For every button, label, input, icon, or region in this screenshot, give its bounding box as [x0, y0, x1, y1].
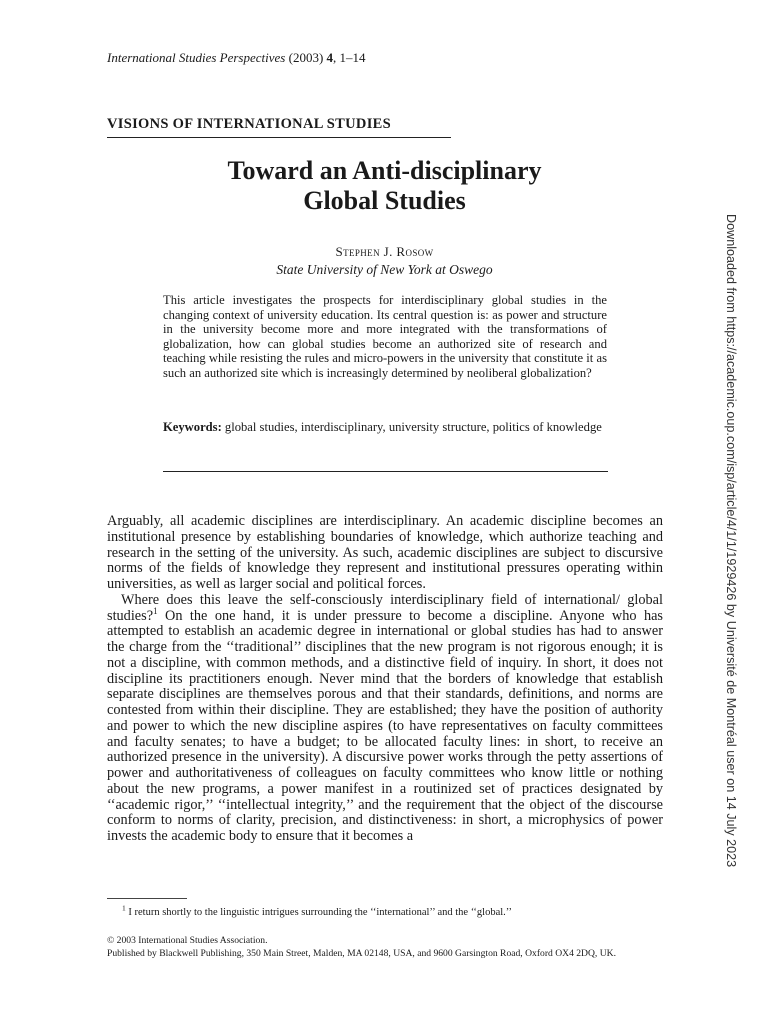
- copyright-notice: [107, 935, 616, 960]
- keywords: [163, 420, 607, 435]
- paragraph-1: Arguably, all academic disciplines are interdisciplinary. An academic discipline becomes an institutional presence by establishing boundaries of knowledge, which authorize teaching and research in the setting of the university. As such, academic disciplines are subject to discursive norms of the fields of knowledge they represent and institutional pressures operating within universities, as well as larger social and political forces.: [107, 513, 663, 592]
- download-notice[interactable]: Downloaded from https://academic.oup.com/isp/article/4/1/1/1929426 by Université de Montréal user on 14 July 2023: [724, 214, 738, 868]
- journal-citation: [107, 50, 366, 66]
- paragraph-2-rest: On the one hand, it is under pressure to become a discipline. Anyone who has attempted to establish an academic degree in international or global studies has had to answer the charge from the ‘‘traditional’’ disciplines that the new program is not rigorous enough; it is not a discipline, with common methods, and a distinctive field of inquiry. In short, it does not discipline its practitioners enough. Never mind that the borders of knowledge that establish separate disciplines are themselves porous and that their standards, definitions, and norms are contested from within their discipline. They are established; they have the position of authority and power to which the new discipline aspires (to have representatives on faculty committees and faculty senates; to have a budget; to be allocated faculty lines: in short, to receive an authorized presence in the university). A discursive power works through the petty assertions of power and authoritativeness of colleagues on faculty committees who know little or nothing about the new programs, a power manifest in a routinized set of practices designated by ‘‘academic rigor,’’ ‘‘intellectual integrity,’’ and the requirement that the object of the discourse conform to norms of clarity, precision, and distinctiveness: in short, a microphysics of power invests the academic body to ensure that it becomes a: [107, 607, 663, 844]
- keywords-label: Keywords:: [163, 420, 222, 434]
- journal-volume: 4: [326, 50, 334, 65]
- journal-name: International Studies Perspectives: [107, 50, 286, 65]
- paragraph-2: [107, 593, 663, 845]
- footnote-divider: [107, 898, 187, 899]
- article-title: [107, 156, 662, 216]
- publisher-line: Published by Blackwell Publishing, 350 Main Street, Malden, MA 02148, USA, and 9600 Garsington Road, Oxford OX4 2DQ, UK.: [107, 947, 616, 959]
- journal-year: (2003): [288, 50, 324, 65]
- footnote-marker: 1: [122, 903, 126, 913]
- section-divider: [107, 137, 451, 138]
- title-line-1: Toward an Anti-disciplinary: [227, 156, 542, 185]
- footnote-text: I return shortly to the linguistic intrigues surrounding the ‘‘international’’ and the ‘‘global.’’: [125, 907, 513, 918]
- title-line-2: Global Studies: [303, 186, 466, 215]
- paragraph-2-start: Where does this leave the self-consciously interdisciplinary field of international/ global studies?: [107, 591, 663, 624]
- section-label: VISIONS OF INTERNATIONAL STUDIES: [107, 116, 391, 132]
- journal-pages: , 1–14: [333, 50, 366, 65]
- copyright-line-1: © 2003 International Studies Association.: [107, 935, 268, 946]
- author-affiliation: State University of New York at Oswego: [276, 262, 493, 277]
- footnote-reference[interactable]: 1: [153, 605, 158, 616]
- keywords-text: global studies, interdisciplinary, university structure, politics of knowledge: [221, 420, 602, 434]
- abstract-divider: [163, 471, 608, 472]
- footnote: [122, 903, 662, 918]
- author-name: Stephen J. Rosow: [335, 244, 434, 259]
- body-text: [107, 514, 663, 845]
- abstract: This article investigates the prospects for interdisciplinary global studies in the changing context of university education. Its central question is: as power and structure in the university become more and more integrated with the transformations of globalization, how can global studies become an authorized site of research and teaching while resisting the rules and micro-powers in the university that constitute it as such an authorized site which is increasingly determined by neoliberal globalization?: [163, 293, 607, 380]
